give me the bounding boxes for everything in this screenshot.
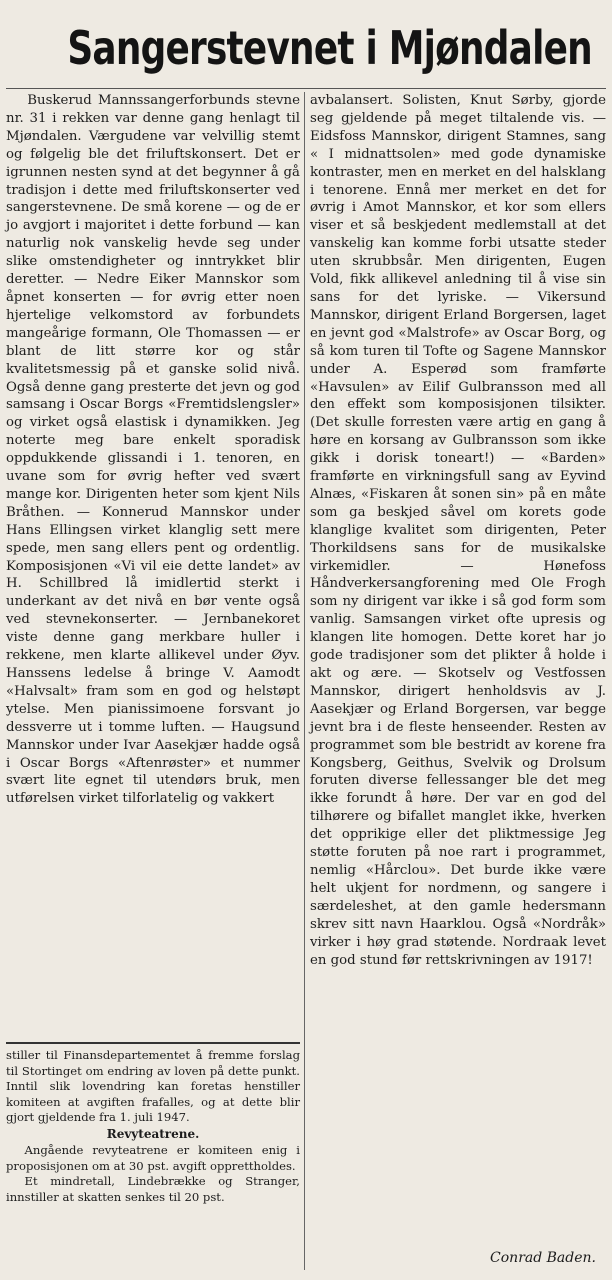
left-column <box>6 92 300 808</box>
lower-paragraph-2: Angående revyteatrene er komiteen enig i proposisjonen om at 30 pst. avgift opprettholdes. <box>6 1143 300 1173</box>
column-divider <box>304 92 305 1270</box>
left-column-text: Buskerud Mannssangerforbunds stevne nr. 31 i rekken var denne gang henlagt til Mjøndalen. Værgudene var velvillig stemt og følgelig ble det friluftskonsert. Det er igrunnen nesten synd at det begynner å gå tradisjon i dette med friluftskonserter ved sangerstevnene. De små korene — og de er jo avgjort i majoritet i dette forbund — kan naturlig nok vanskelig hevde seg under slike omstendigheter og inntrykket blir deretter. — Nedre Eiker Mannskor som åpnet konserten — for øvrig etter noen hjertelige velkomstord av forbundets mangeårige formann, Ole Thomassen — er blant de litt større kor og står kvalitetsmessig på et ganske solid nivå. Også denne gang presterte det jevn og god samsang i Oscar Borgs «Fremtidslengsler» og virket også elastisk i dynamikken. Jeg noterte meg bare enkelt sporadisk oppdukkende glissandi i 1. tenoren, en uvane som for øvrig hefter ved svært mange kor. Dirigenten heter som kjent Nils Bråthen. — Konnerud Mannskor under Hans Ellingsen virket klanglig sett mere spede, men sang ellers pent og ordentlig. Komposisjonen «Vi vil eie dette landet» av H. Schillbred lå imidlertid sterkt i underkant av det nivå en bør vente også ved stevnekonserter. — Jernbanekoret viste denne gang merkbare huller i rekkene, men klarte allikevel under Øyv. Hanssens ledelse å bringe V. Aamodt «Halvsalt» fram som en god og helstøpt ytelse. Men pianissimoene forsvant jo dessverre ut i tomme luften. — Haugsund Mannskor under Ivar Aasekjær hadde også i Oscar Borgs «Aftenrøster» et nummer svært lite egnet til utendørs bruk, men utførelsen virket tilforlatelig og vakkert <box>6 93 300 807</box>
lower-paragraph-3: Et mindretall, Lindebrække og Stranger, innstiller at skatten senkes til 20 pst. <box>6 1174 300 1204</box>
top-rule <box>6 88 606 89</box>
lower-paragraph-1: stiller til Finansdepartementet å fremme forslag til Stortinget om endring av loven på dette punkt. Inntil slik lovendring kan foretas henstiller komiteen at avgiften frafalles, og at dette blir gjort gjeldende fra 1. juli 1947. <box>6 1048 300 1124</box>
lower-article <box>6 1048 300 1205</box>
section-divider <box>6 1042 300 1044</box>
right-column <box>310 92 606 969</box>
lower-subheading: Revyteatrene. <box>106 1126 200 1141</box>
author-signature: Conrad Baden. <box>490 1250 596 1266</box>
headline: Sangerstevnet i Mjøndalen <box>67 21 592 75</box>
right-column-text: avbalansert. Solisten, Knut Sørby, gjorde seg gjeldende på meget tiltalende vis. — Eidsfoss Mannskor, dirigent Stamnes, sang « I midnattsolen» med gode dynamiske kontraster, men en merket en del halsklang i tenorene. Ennå mer merket en det for øvrig i Amot Mannskor, et kor som ellers viser et så beskjedent medlemstall at det vanskelig kan komme forbi utsatte steder uten skrubbsår. Men dirigenten, Eugen Vold, fikk allikevel anledning til å vise sin sans for det lyriske. — Vikersund Mannskor, dirigent Erland Borgersen, laget en jevnt god «Malstrofe» av Oscar Borg, og så kom turen til Tofte og Sagene Mannskor under A. Esperød som framførte «Havsulen» av Eilif Gulbransson med all den effekt som komposisjonen tilsikter. (Det skulle forresten være artig en gang å høre en korsang av Gulbransson som ikke gikk i dorisk toneart!) — «Barden» framførte en virkningsfull sang av Eyvind Alnæs, «Fiskaren åt sonen sin» på en måte som ga beskjed såvel om korets gode klanglige kvalitet som dirigenten, Peter Thorkildsens sans for de musikalske virkemidler. — Hønefoss Håndverkersangforening med Ole Frogh som ny dirigent var ikke i så god form som vanlig. Samsangen virket ofte upresis og klangen lite homogen. Dette koret har jo gode tradisjoner som det plikter å holde i akt og ære. — Skotselv og Vestfossen Mannskor, dirigert henholdsvis av J. Aasekjær og Erland Borgersen, var begge jevnt bra i de fleste henseender. Resten av programmet som ble bestridt av korene fra Kongsberg, Geithus, Svelvik og Drolsum foruten diverse fellessanger ble det meg ikke forundt å høre. Der var en god del tilhørere og bifallet manglet ikke, hverken det opprikige eller det pliktmessige Jeg støtte foruten på noe rart i programmet, nemlig «Hårclou». Det burde ikke være helt ukjent for nordmenn, og sangere i særdeleshet, at den gamle hedersmann skrev sitt navn Haarklou. Også «Nordråk» virker i høy grad støtende. Nordraak levet en god stund før rettskrivningen av 1917! <box>310 93 606 968</box>
